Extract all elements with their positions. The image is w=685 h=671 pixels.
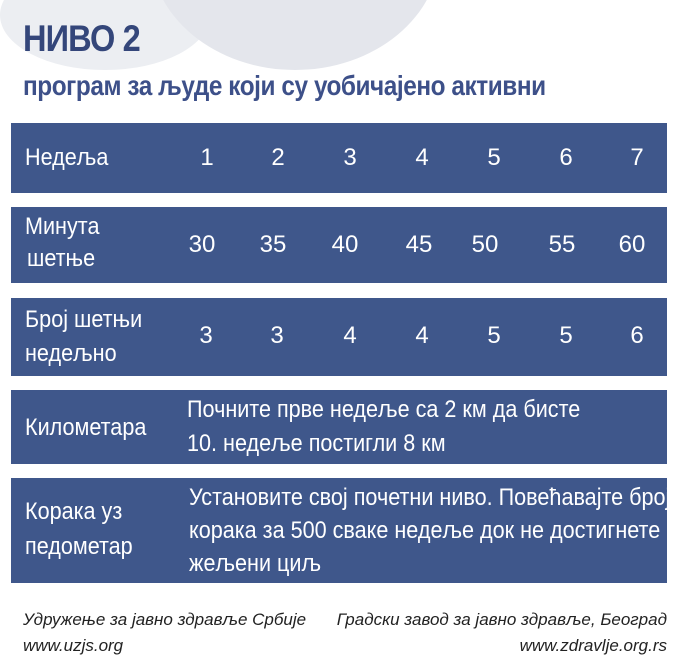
footer-right-org: Градски завод за јавно здравље, Београд — [336, 610, 667, 629]
minutes-value: 55 — [548, 231, 576, 258]
minutes-value: 45 — [405, 231, 433, 258]
steps-label-line1: Корака уз — [25, 498, 123, 525]
week-value: 3 — [343, 144, 357, 171]
kilometers-label: Километара — [25, 414, 147, 441]
week-value: 1 — [200, 144, 214, 171]
minutes-row — [11, 207, 667, 283]
footer-right-url[interactable]: www.zdravlje.org.rs — [519, 636, 667, 655]
minutes-value: 30 — [188, 231, 216, 258]
week-value: 7 — [630, 144, 644, 171]
walks-value: 4 — [343, 322, 357, 349]
footer-left-org: Удружење за јавно здравље Србије — [23, 610, 307, 629]
weeks-label: Недеља — [25, 144, 109, 171]
week-value: 5 — [487, 144, 501, 171]
minutes-label-line1: Минута — [25, 213, 100, 240]
week-value: 6 — [559, 144, 573, 171]
walks-value: 4 — [415, 322, 429, 349]
page-subtitle: програм за људе који су уобичајено активни — [23, 70, 546, 101]
walks-value: 6 — [630, 322, 644, 349]
minutes-value: 35 — [259, 231, 287, 258]
minutes-value: 50 — [471, 231, 499, 258]
walks-value: 5 — [487, 322, 501, 349]
walks-label-line2: недељно — [25, 340, 117, 367]
minutes-value: 40 — [331, 231, 359, 258]
minutes-value: 60 — [618, 231, 646, 258]
page-title: НИВО 2 — [23, 18, 140, 59]
steps-text-line3: жељени циљ — [189, 550, 322, 577]
week-value: 4 — [415, 144, 429, 171]
steps-text-line2: корака за 500 сваке недеље док не достигнете — [189, 517, 661, 544]
kilometers-text-line1: Почните прве недеље са 2 км да бисте — [187, 396, 581, 423]
footer-left-url[interactable]: www.uzjs.org — [23, 636, 124, 655]
steps-row — [11, 478, 671, 583]
week-value: 2 — [271, 144, 285, 171]
walks-value: 3 — [199, 322, 213, 349]
steps-label-line2: педометар — [25, 533, 133, 560]
kilometers-text-line2: 10. недеље постигли 8 км — [187, 430, 446, 457]
background-shape — [150, 0, 440, 70]
walks-value: 3 — [270, 322, 284, 349]
minutes-label-line2: шетње — [27, 245, 96, 272]
walks-label-line1: Број шетњи — [25, 306, 143, 333]
walks-value: 5 — [559, 322, 573, 349]
kilometers-row — [11, 390, 667, 464]
steps-text-line1: Установите свој почетни ниво. Повећавајте број — [189, 484, 671, 511]
weeks-row — [11, 123, 667, 193]
walks-row — [11, 298, 667, 376]
